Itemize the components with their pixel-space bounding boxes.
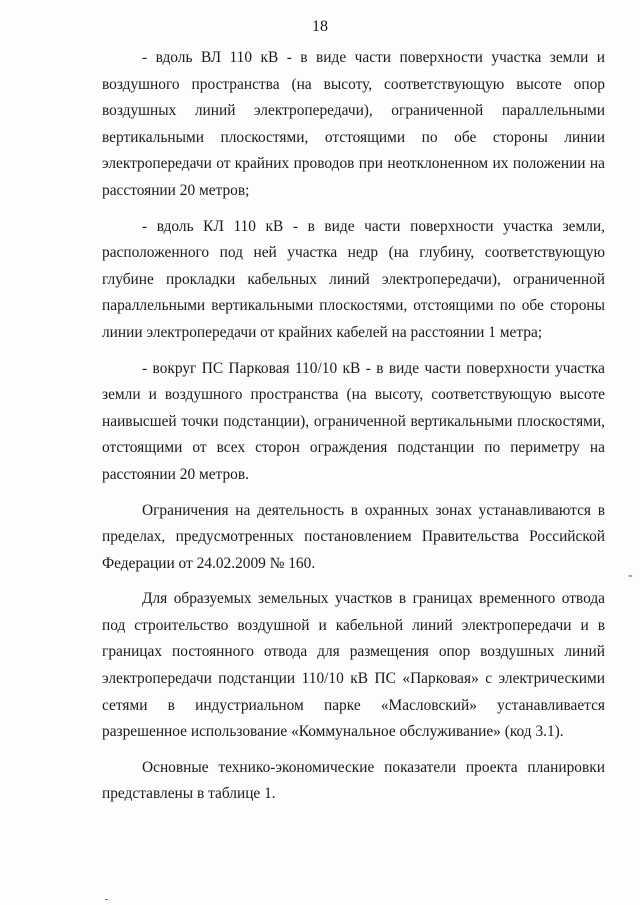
paragraph-vl-110-zone: - вдоль ВЛ 110 кВ - в виде части поверхности участка земли и воздушного пространства (на высоту, соответствующую высоте опор воздушных линий электропередачи), ограниченной параллельными вертикальными плоскостями, отстоящими по обе стороны линии электропередачи от крайних проводов при неотклоненном их положении на расстоянии 20 метров; <box>102 49 605 199</box>
page-number: 18 <box>312 18 328 35</box>
paragraph-substation-zone: - вокруг ПС Парковая 110/10 кВ - в виде части поверхности участка земли и воздушного пространства (на высоту, соответствующую высоте наивысшей точки подстанции), ограниченной вертикальными плоскостями, отстоящими от всех сторон ограждения подстанции по периметру на расстоянии 20 метров. <box>102 359 605 483</box>
body-text <box>102 45 605 817</box>
margin-mark: - <box>628 568 633 583</box>
paragraph-land-use: Для образуемых земельных участков в границах временного отвода под строительство воздушной и кабельной линий электропередачи и в границах постоянного отвода для размещения опор воздушных линий электропередачи подстанции 110/10 кВ ПС «Парковая» с электрическими сетями в индустриальном парке «Масловский» устанавливается разрешенное использование «Коммунальное обслуживание» (код 3.1). <box>102 590 605 741</box>
paragraph-restrictions: Ограничения на деятельность в охранных зонах устанавливаются в пределах, предусмотренных постановлением Правительства Российской Федерации от 24.02.2009 № 160. <box>102 501 605 572</box>
paragraph-kl-110-zone: - вдоль КЛ 110 кВ - в виде части поверхности участка земли, расположенного под ней участка недр (на глубину, соответствующую глубине прокладки кабельных линий электропередачи), ограниченной параллельными вертикальными плоскостями, отстоящими по обе стороны линии электропередачи от крайних кабелей на расстоянии 1 метра; <box>102 217 605 341</box>
scan-tick-mark <box>105 899 108 900</box>
paragraph-table-reference: Основные технико-экономические показатели проекта планировки представлены в таблице 1. <box>102 758 605 803</box>
